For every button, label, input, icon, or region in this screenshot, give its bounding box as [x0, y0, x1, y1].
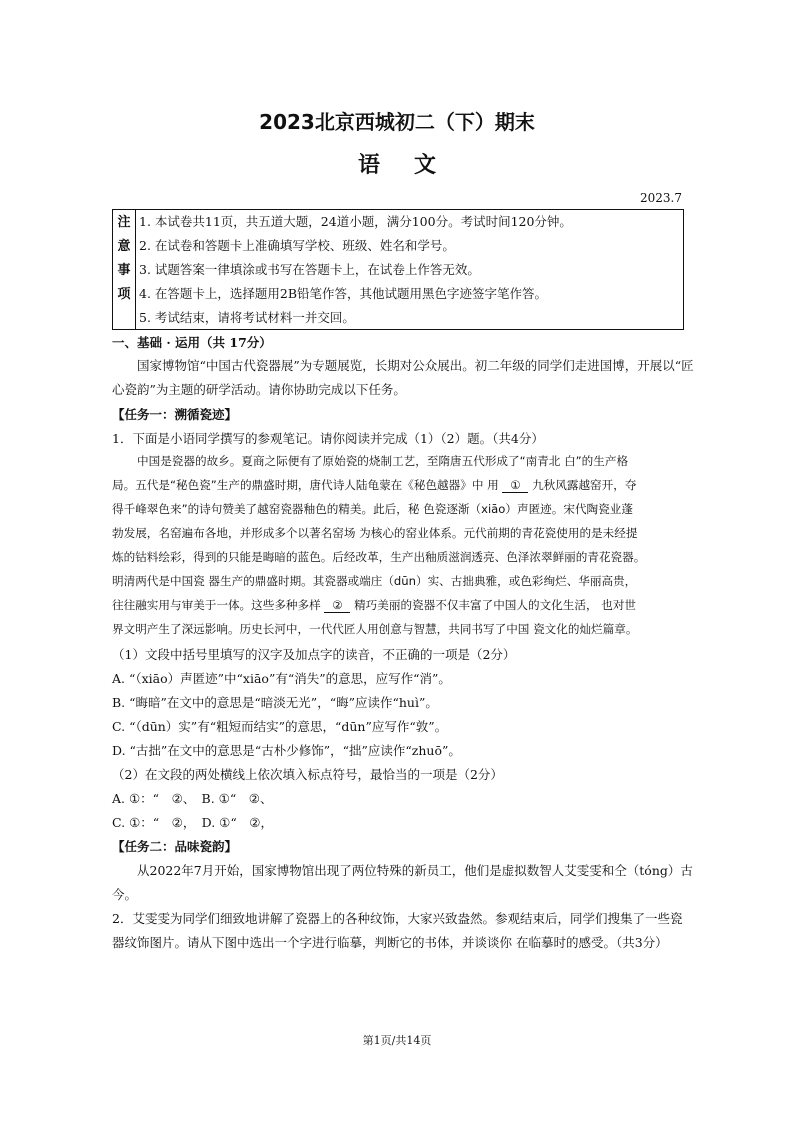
passage-line: 勃发展，名窑遍布各地，并形成多个以著名窑场 为核心的窑业体系。元代前期的青花瓷使用的是未经提 [112, 526, 638, 540]
subject-title: 语文 [357, 152, 470, 178]
notice-label-char: 注 [117, 215, 131, 230]
option-c[interactable]: C. “（dūn）实”有“粗短而结实”的意思，“dūn”应写作“敦”。 [112, 719, 448, 734]
notice-item: 3. 试题答案一律填涂或书写在答题卡上，在试卷上作答无效。 [139, 262, 480, 277]
passage-line: 中国是瓷器的故乡。夏商之际便有了原始瓷的烧制工艺，至隋唐五代形成了“南青北 白”的生产格 [137, 454, 629, 468]
passage-line: 界文明产生了深远影响。历史长河中，一代代匠人用创意与智慧，共同书写了中国 瓷文化的灿烂篇章。 [112, 622, 638, 636]
passage-line: 炼的钴料绘彩，得到的只能是晦暗的蓝色。后经改革，生产出釉质滋润透亮、色泽浓翠鲜丽的青花瓷器。 [112, 550, 646, 564]
question-1-2: （2）在文段的两处横线上依次填入标点符号，最恰当的一项是（2分） [112, 767, 503, 782]
passage-line [112, 597, 636, 613]
intro-line: 国家博物馆“中国古代瓷器展”为专题展览，长期对公众展出。初二年级的同学们走进国博，开展以“匠 [137, 358, 694, 373]
option-d[interactable]: D. “古拙”在文中的意思是“古朴少修饰”，“拙”应读作“zhuō”。 [112, 743, 461, 758]
notice-item: 5. 考试结束，请将考试材料一并交回。 [139, 310, 355, 325]
question-1-stem: 1．下面是小语同学撰写的参观笔记。请你阅读并完成（1）（2）题。（共4分） [112, 431, 544, 446]
intro-line: 心瓷韵”为主题的研学活动。请你协助完成以下任务。 [112, 382, 406, 397]
question-2-line: 器纹饰图片。请从下图中选出一个字进行临摹，判断它的书体，并谈谈你 在临摹时的感受。（共3分） [112, 935, 668, 950]
exam-date: 2023.7 [640, 191, 682, 205]
passage-text: 精巧美丽的瓷器不仅丰富了中国人的文化生活， 也对世 [354, 598, 637, 612]
notice-label-char: 事 [117, 263, 131, 278]
passage-text: 往往融实用与审美于一体。这些多种多样 [112, 598, 321, 612]
notice-item: 4. 在答题卡上，选择题用2B铅笔作答，其他试题用黑色字迹签字笔作答。 [139, 286, 548, 301]
question-2-line: 2．艾雯雯为同学们细致地讲解了瓷器上的各种纹饰，大家兴致盎然。参观结束后，同学们搜集了一些瓷 [112, 911, 683, 926]
notice-label-char: 意 [117, 239, 131, 254]
passage-text: 九秋风露越窑开，夺 [532, 478, 637, 492]
page-footer: 第1页/共14页 [362, 1034, 432, 1047]
option-b[interactable]: B. “晦暗”在文中的意思是“暗淡无光”，“晦”应读作“huì”。 [112, 695, 438, 710]
notice-item: 2. 在试卷和答题卡上准确填写学校、班级、姓名和学号。 [139, 238, 455, 253]
question-1-1: （1）文段中括号里填写的汉字及加点字的读音，不正确的一项是（2分） [112, 647, 516, 662]
options-cd[interactable]: C. ①：“ ②， D. ①“ ②， [112, 815, 273, 830]
exam-title: 2023北京西城初二（下）期末 [259, 110, 535, 134]
notice-box [112, 209, 684, 330]
notice-item: 1. 本试卷共11页，共五道大题，24道小题，满分100分。考试时间120分钟。 [139, 214, 572, 229]
blank-2[interactable]: ② [324, 598, 350, 613]
task2-heading: 【任务二：品味瓷韵】 [112, 839, 238, 854]
options-ab[interactable]: A. ①：“ ②、 B. ①“ ②、 [112, 791, 273, 806]
notice-label-char: 项 [117, 287, 131, 302]
option-a[interactable]: A. “（xiāo）声匿迹”中“xiāo”有“消失”的意思，应写作“消”。 [112, 671, 451, 686]
passage-line [112, 477, 636, 493]
notice-items [136, 210, 683, 329]
section-heading: 一、基础 · 运用（共 17分） [112, 335, 272, 350]
blank-1[interactable]: ① [502, 478, 528, 493]
passage-text: 局。五代是“秘色瓷”生产的鼎盛时期，唐代诗人陆龟蒙在《秘色越器》中 用 [112, 478, 499, 492]
notice-label [113, 210, 136, 329]
task2-intro-line: 从2022年7月开始，国家博物馆出现了两位特殊的新员工，他们是虚拟数智人艾雯雯和仝（tóng）古 [137, 863, 693, 878]
passage-line: 得千峰翠色来”的诗句赞美了越窑瓷器釉色的精美。此后，秘 色瓷逐渐（xiāo）声匿迹。宋代陶瓷业蓬 [112, 502, 633, 516]
passage-line: 明清两代是中国瓷 器生产的鼎盛时期。其瓷器或端庄（dūn）实、古拙典雅，或色彩绚烂、华丽高贵， [112, 574, 637, 588]
task2-intro-line: 今。 [112, 887, 138, 902]
task1-heading: 【任务一：溯循瓷迹】 [112, 407, 238, 422]
